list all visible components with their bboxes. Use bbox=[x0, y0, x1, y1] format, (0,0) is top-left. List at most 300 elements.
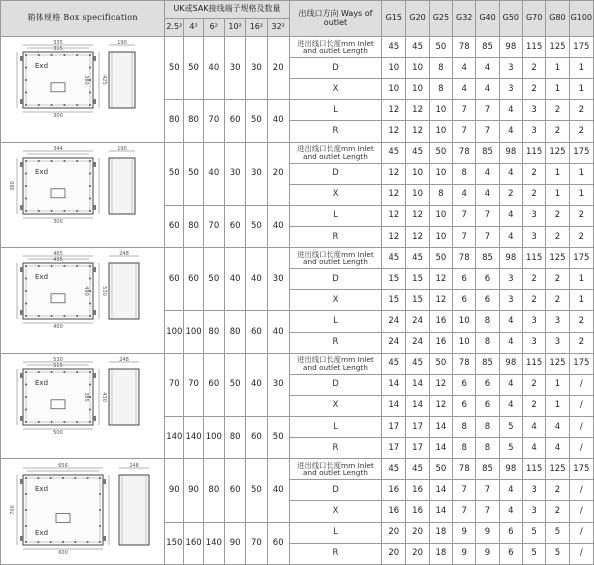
outlet-label-cell: L bbox=[289, 205, 381, 226]
gland-value-cell: 8 bbox=[476, 311, 499, 332]
terminal-amount-cell: 100 bbox=[203, 416, 224, 458]
gland-value-cell: 12 bbox=[382, 121, 406, 142]
width-dim-label: 344 bbox=[52, 145, 63, 152]
gland-value-cell: 4 bbox=[476, 184, 499, 205]
width-dim-label: 465 bbox=[52, 251, 63, 258]
gland-value-cell: 125 bbox=[546, 353, 569, 374]
box-drawing bbox=[1, 353, 165, 459]
depth-dim-label: 248 bbox=[118, 251, 129, 258]
gland-value-cell: 9 bbox=[453, 543, 476, 564]
gland-value-cell: 1 bbox=[569, 269, 593, 290]
gland-value-cell: / bbox=[569, 438, 593, 459]
height-dim-label: 490 bbox=[82, 286, 89, 297]
depth-dim-label: 248 bbox=[128, 462, 139, 469]
terminal-size-header: 4² bbox=[184, 19, 203, 37]
gland-value-cell: 6 bbox=[476, 374, 499, 395]
gland-value-cell: 4 bbox=[499, 332, 522, 353]
outlet-label-cell: X bbox=[289, 501, 381, 522]
gland-value-cell: 15 bbox=[382, 290, 406, 311]
gland-value-cell: 10 bbox=[406, 58, 429, 79]
gland-value-cell: 2 bbox=[546, 269, 569, 290]
gland-value-cell: 4 bbox=[499, 100, 522, 121]
gland-value-cell: 125 bbox=[546, 37, 569, 58]
gland-value-cell: 5 bbox=[522, 522, 545, 543]
table-row bbox=[1, 248, 594, 269]
gland-value-cell: 1 bbox=[546, 58, 569, 79]
gland-value-cell: 16 bbox=[429, 311, 452, 332]
terminal-amount-cell: 50 bbox=[267, 416, 289, 458]
outlet-label-cell: 进出线口长度mm Inlet and outlet Length bbox=[289, 353, 381, 374]
terminal-amount-cell: 70 bbox=[165, 353, 184, 416]
gland-value-cell: 10 bbox=[429, 205, 452, 226]
gland-value-cell: 98 bbox=[499, 353, 522, 374]
gland-value-cell: 7 bbox=[453, 121, 476, 142]
gland-value-cell: 5 bbox=[522, 543, 545, 564]
terminal-amount-cell: 50 bbox=[246, 205, 267, 247]
gland-value-cell: 8 bbox=[476, 332, 499, 353]
terminal-amount-cell: 80 bbox=[184, 100, 203, 142]
gland-value-cell: 5 bbox=[499, 438, 522, 459]
gland-value-cell: 14 bbox=[406, 374, 429, 395]
gland-value-cell: 2 bbox=[569, 205, 593, 226]
gland-value-cell: / bbox=[569, 522, 593, 543]
box-drawing-svg bbox=[3, 357, 163, 455]
gland-value-cell: 10 bbox=[429, 100, 452, 121]
terminal-amount-cell: 80 bbox=[224, 311, 245, 353]
gland-value-cell: 2 bbox=[546, 480, 569, 501]
exd-label: Exd bbox=[34, 378, 48, 387]
height-dim-label: 430 bbox=[100, 392, 107, 402]
terminal-amount-cell: 90 bbox=[224, 522, 245, 564]
outlet-label-cell: L bbox=[289, 416, 381, 437]
gland-value-cell: 20 bbox=[406, 543, 429, 564]
terminal-size-header: 16² bbox=[246, 19, 267, 37]
gland-value-cell: 10 bbox=[429, 163, 452, 184]
gland-value-cell: 98 bbox=[499, 459, 522, 480]
terminal-amount-cell: 90 bbox=[165, 459, 184, 522]
gland-value-cell: 12 bbox=[429, 395, 452, 416]
terminal-amount-cell: 40 bbox=[267, 205, 289, 247]
height-dim-label: 425 bbox=[100, 75, 107, 86]
gland-value-cell: / bbox=[569, 480, 593, 501]
gland-value-cell: 17 bbox=[382, 438, 406, 459]
terminal-amount-cell: 50 bbox=[184, 142, 203, 205]
terminal-amount-cell: 70 bbox=[184, 353, 203, 416]
terminal-size-header: 2.5² bbox=[165, 19, 184, 37]
box-drawing bbox=[1, 459, 165, 565]
gland-value-cell: 3 bbox=[522, 501, 545, 522]
gland-value-cell: 3 bbox=[522, 205, 545, 226]
gland-value-cell: 14 bbox=[429, 438, 452, 459]
gland-value-cell: 2 bbox=[522, 163, 545, 184]
width-dim-label: 300 bbox=[52, 113, 63, 120]
gland-value-cell: 2 bbox=[522, 374, 545, 395]
gland-value-cell: 50 bbox=[429, 142, 452, 163]
width-dim-label: 600 bbox=[57, 549, 68, 556]
width-dim-label: 515 bbox=[52, 362, 63, 369]
gland-value-cell: 1 bbox=[546, 79, 569, 100]
outlet-way-header: 出线口方向 Ways of outlet bbox=[289, 1, 381, 37]
gland-value-cell: 115 bbox=[522, 248, 545, 269]
terminal-size-header: 10² bbox=[224, 19, 245, 37]
gland-value-cell: 7 bbox=[476, 226, 499, 247]
gland-value-cell: 2 bbox=[546, 501, 569, 522]
gland-value-cell: 6 bbox=[453, 290, 476, 311]
terminal-size-header: 6² bbox=[203, 19, 224, 37]
gland-value-cell: 14 bbox=[429, 480, 452, 501]
gland-value-cell: 3 bbox=[522, 121, 545, 142]
gland-value-cell: 4 bbox=[499, 205, 522, 226]
gland-value-cell: 85 bbox=[476, 37, 499, 58]
box-drawing-svg bbox=[3, 146, 163, 244]
terminal-amount-cell: 80 bbox=[184, 205, 203, 247]
gland-value-cell: 125 bbox=[546, 248, 569, 269]
terminal-amount-cell: 30 bbox=[224, 142, 245, 205]
gland-value-cell: 45 bbox=[406, 37, 429, 58]
exd-label: Exd bbox=[34, 62, 48, 71]
gland-value-cell: 12 bbox=[406, 100, 429, 121]
table-row bbox=[1, 459, 594, 480]
terminal-amount-cell: 60 bbox=[224, 205, 245, 247]
terminal-amount-cell: 40 bbox=[246, 353, 267, 416]
gland-value-cell: 4 bbox=[546, 416, 569, 437]
terminal-amount-cell: 40 bbox=[203, 142, 224, 205]
gland-value-cell: 9 bbox=[476, 543, 499, 564]
outlet-label-cell: 进出线口长度mm Inlet and outlet Length bbox=[289, 459, 381, 480]
box-drawing-svg bbox=[3, 463, 163, 561]
gland-value-cell: 2 bbox=[546, 226, 569, 247]
gland-value-cell: / bbox=[569, 395, 593, 416]
box-spec-header: 箱体规格 Box specification bbox=[1, 1, 165, 37]
terminal-amount-cell: 30 bbox=[224, 37, 245, 100]
gland-header: G70 bbox=[522, 1, 545, 37]
terminal-amount-cell: 80 bbox=[224, 416, 245, 458]
gland-value-cell: 14 bbox=[382, 395, 406, 416]
gland-value-cell: 50 bbox=[429, 459, 452, 480]
gland-value-cell: 78 bbox=[453, 248, 476, 269]
box-drawing bbox=[1, 248, 165, 354]
terminal-amount-cell: 50 bbox=[224, 353, 245, 416]
terminal-amount-cell: 30 bbox=[246, 142, 267, 205]
gland-value-cell: 3 bbox=[522, 480, 545, 501]
outlet-label-cell: X bbox=[289, 184, 381, 205]
table-row bbox=[1, 353, 594, 374]
gland-value-cell: 10 bbox=[406, 79, 429, 100]
gland-value-cell: / bbox=[569, 501, 593, 522]
gland-value-cell: 7 bbox=[476, 121, 499, 142]
terminal-amount-cell: 40 bbox=[267, 311, 289, 353]
outlet-label-cell: 进出线口长度mm Inlet and outlet Length bbox=[289, 37, 381, 58]
terminal-amount-cell: 70 bbox=[203, 205, 224, 247]
gland-value-cell: 4 bbox=[499, 480, 522, 501]
gland-value-cell: 4 bbox=[499, 395, 522, 416]
outlet-label-cell: R bbox=[289, 438, 381, 459]
gland-value-cell: 1 bbox=[546, 184, 569, 205]
gland-value-cell: 2 bbox=[569, 121, 593, 142]
gland-value-cell: 6 bbox=[453, 269, 476, 290]
gland-value-cell: 6 bbox=[453, 395, 476, 416]
terminal-amount-cell: 60 bbox=[224, 459, 245, 522]
outlet-label-cell: X bbox=[289, 290, 381, 311]
gland-value-cell: 12 bbox=[382, 184, 406, 205]
gland-header: G40 bbox=[476, 1, 499, 37]
gland-header: G50 bbox=[499, 1, 522, 37]
gland-value-cell: 12 bbox=[429, 374, 452, 395]
outlet-label-cell: D bbox=[289, 58, 381, 79]
gland-value-cell: 2 bbox=[546, 290, 569, 311]
gland-value-cell: 85 bbox=[476, 459, 499, 480]
depth-dim-label: 248 bbox=[118, 356, 129, 363]
terminal-amount-cell: 60 bbox=[165, 205, 184, 247]
box-drawing-svg bbox=[3, 251, 163, 349]
gland-value-cell: 18 bbox=[429, 522, 452, 543]
gland-value-cell: 16 bbox=[429, 332, 452, 353]
gland-value-cell: 2 bbox=[569, 311, 593, 332]
gland-value-cell: / bbox=[569, 416, 593, 437]
exd-label: Exd bbox=[34, 484, 48, 493]
terminal-amount-cell: 80 bbox=[203, 459, 224, 522]
gland-value-cell: 2 bbox=[546, 121, 569, 142]
gland-value-cell: 3 bbox=[522, 226, 545, 247]
gland-value-cell: 8 bbox=[476, 438, 499, 459]
gland-value-cell: 10 bbox=[406, 163, 429, 184]
terminal-amount-cell: 60 bbox=[184, 248, 203, 311]
gland-value-cell: 85 bbox=[476, 353, 499, 374]
terminal-amount-cell: 40 bbox=[267, 100, 289, 142]
gland-value-cell: 4 bbox=[499, 226, 522, 247]
gland-value-cell: 20 bbox=[382, 543, 406, 564]
gland-value-cell: 4 bbox=[499, 374, 522, 395]
gland-value-cell: 4 bbox=[453, 79, 476, 100]
gland-value-cell: 2 bbox=[522, 290, 545, 311]
outlet-label-cell: D bbox=[289, 480, 381, 501]
gland-value-cell: 4 bbox=[499, 163, 522, 184]
terminal-amount-cell: 60 bbox=[224, 100, 245, 142]
gland-value-cell: 85 bbox=[476, 142, 499, 163]
gland-value-cell: 115 bbox=[522, 37, 545, 58]
gland-value-cell: 5 bbox=[546, 543, 569, 564]
gland-value-cell: 4 bbox=[476, 163, 499, 184]
gland-value-cell: 10 bbox=[429, 226, 452, 247]
gland-value-cell: 7 bbox=[476, 205, 499, 226]
gland-value-cell: 2 bbox=[522, 58, 545, 79]
height-dim-label: 700 bbox=[9, 504, 16, 515]
terminal-amount-cell: 20 bbox=[267, 37, 289, 100]
terminal-amount-cell: 30 bbox=[267, 353, 289, 416]
gland-value-cell: 2 bbox=[522, 395, 545, 416]
gland-value-cell: 1 bbox=[546, 395, 569, 416]
gland-value-cell: 1 bbox=[569, 290, 593, 311]
gland-value-cell: 2 bbox=[569, 226, 593, 247]
terminal-size-header: 32² bbox=[267, 19, 289, 37]
gland-value-cell: 85 bbox=[476, 248, 499, 269]
gland-value-cell: 10 bbox=[453, 332, 476, 353]
gland-value-cell: 6 bbox=[499, 522, 522, 543]
gland-value-cell: 6 bbox=[476, 395, 499, 416]
gland-value-cell: 18 bbox=[429, 543, 452, 564]
gland-value-cell: 6 bbox=[453, 374, 476, 395]
terminal-amount-cell: 20 bbox=[267, 142, 289, 205]
terminal-amount-cell: 100 bbox=[184, 311, 203, 353]
width-dim-label: 315 bbox=[52, 46, 63, 53]
gland-value-cell: 9 bbox=[453, 522, 476, 543]
outlet-label-cell: X bbox=[289, 395, 381, 416]
gland-value-cell: 8 bbox=[453, 163, 476, 184]
gland-value-cell: 3 bbox=[499, 290, 522, 311]
terminal-amount-cell: 60 bbox=[203, 353, 224, 416]
gland-value-cell: 12 bbox=[382, 163, 406, 184]
gland-header: G100 bbox=[569, 1, 593, 37]
table-row bbox=[1, 37, 594, 58]
gland-value-cell: 8 bbox=[429, 184, 452, 205]
gland-value-cell: 50 bbox=[429, 37, 452, 58]
spec-body bbox=[1, 37, 594, 565]
gland-value-cell: 16 bbox=[382, 501, 406, 522]
gland-value-cell: 78 bbox=[453, 142, 476, 163]
gland-value-cell: 4 bbox=[522, 438, 545, 459]
terminal-spec-header: UK或SAK接线端子规格及数量 bbox=[165, 1, 290, 19]
gland-value-cell: 45 bbox=[382, 248, 406, 269]
height-dim-label: 385 bbox=[82, 392, 89, 402]
outlet-label-cell: D bbox=[289, 374, 381, 395]
height-dim-label: 530 bbox=[100, 286, 107, 297]
box-drawing-svg bbox=[3, 40, 163, 138]
terminal-amount-cell: 70 bbox=[246, 522, 267, 564]
outlet-label-cell: D bbox=[289, 163, 381, 184]
depth-dim-label: 190 bbox=[116, 145, 127, 152]
exd-label: Exd bbox=[34, 528, 48, 537]
gland-value-cell: 1 bbox=[569, 79, 593, 100]
terminal-amount-cell: 50 bbox=[203, 248, 224, 311]
terminal-amount-cell: 60 bbox=[165, 248, 184, 311]
gland-value-cell: 15 bbox=[382, 269, 406, 290]
gland-value-cell: 10 bbox=[382, 79, 406, 100]
gland-value-cell: 8 bbox=[429, 79, 452, 100]
gland-value-cell: 45 bbox=[382, 459, 406, 480]
gland-value-cell: 10 bbox=[406, 184, 429, 205]
gland-value-cell: 175 bbox=[569, 248, 593, 269]
terminal-amount-cell: 40 bbox=[224, 248, 245, 311]
gland-value-cell: 45 bbox=[382, 37, 406, 58]
gland-value-cell: 6 bbox=[499, 543, 522, 564]
gland-value-cell: 4 bbox=[499, 121, 522, 142]
gland-value-cell: 2 bbox=[522, 269, 545, 290]
gland-value-cell: 7 bbox=[453, 501, 476, 522]
gland-value-cell: 78 bbox=[453, 459, 476, 480]
gland-value-cell: 3 bbox=[522, 100, 545, 121]
terminal-amount-cell: 80 bbox=[165, 100, 184, 142]
width-dim-label: 500 bbox=[52, 429, 63, 436]
gland-value-cell: 4 bbox=[476, 79, 499, 100]
gland-value-cell: 14 bbox=[429, 501, 452, 522]
gland-value-cell: 125 bbox=[546, 142, 569, 163]
gland-value-cell: 16 bbox=[382, 480, 406, 501]
gland-value-cell: 7 bbox=[453, 480, 476, 501]
terminal-amount-cell: 80 bbox=[203, 311, 224, 353]
gland-value-cell: 5 bbox=[499, 416, 522, 437]
gland-value-cell: 14 bbox=[429, 416, 452, 437]
gland-value-cell: 20 bbox=[382, 522, 406, 543]
gland-value-cell: 175 bbox=[569, 142, 593, 163]
exd-label: Exd bbox=[34, 273, 48, 282]
gland-value-cell: 17 bbox=[382, 416, 406, 437]
gland-value-cell: 2 bbox=[546, 100, 569, 121]
gland-value-cell: 24 bbox=[382, 332, 406, 353]
gland-value-cell: 45 bbox=[382, 353, 406, 374]
width-dim-label: 400 bbox=[52, 324, 63, 331]
gland-header: G80 bbox=[546, 1, 569, 37]
gland-value-cell: 6 bbox=[476, 269, 499, 290]
outlet-label-cell: L bbox=[289, 522, 381, 543]
gland-value-cell: 2 bbox=[499, 184, 522, 205]
gland-value-cell: 4 bbox=[546, 438, 569, 459]
terminal-amount-cell: 150 bbox=[165, 522, 184, 564]
gland-value-cell: 4 bbox=[453, 58, 476, 79]
gland-value-cell: 16 bbox=[406, 501, 429, 522]
exd-label: Exd bbox=[34, 167, 48, 176]
gland-value-cell: 3 bbox=[499, 58, 522, 79]
gland-value-cell: 24 bbox=[382, 311, 406, 332]
gland-value-cell: / bbox=[569, 374, 593, 395]
box-drawing bbox=[1, 37, 165, 143]
width-dim-label: 300 bbox=[52, 218, 63, 225]
gland-header: G25 bbox=[429, 1, 452, 37]
gland-header: G20 bbox=[406, 1, 429, 37]
gland-value-cell: 8 bbox=[453, 438, 476, 459]
gland-value-cell: 7 bbox=[476, 501, 499, 522]
gland-value-cell: 20 bbox=[406, 522, 429, 543]
height-dim-label: 380 bbox=[9, 181, 16, 191]
terminal-amount-cell: 40 bbox=[246, 248, 267, 311]
gland-value-cell: 45 bbox=[406, 353, 429, 374]
terminal-amount-cell: 60 bbox=[246, 416, 267, 458]
width-dim-label: 530 bbox=[52, 356, 63, 363]
gland-value-cell: 12 bbox=[406, 226, 429, 247]
terminal-amount-cell: 140 bbox=[165, 416, 184, 458]
gland-value-cell: 10 bbox=[429, 121, 452, 142]
gland-value-cell: 4 bbox=[453, 184, 476, 205]
gland-value-cell: 8 bbox=[476, 416, 499, 437]
terminal-amount-cell: 100 bbox=[165, 311, 184, 353]
gland-value-cell: 12 bbox=[406, 121, 429, 142]
gland-value-cell: 12 bbox=[382, 205, 406, 226]
terminal-amount-cell: 50 bbox=[246, 100, 267, 142]
gland-value-cell: 12 bbox=[429, 269, 452, 290]
gland-value-cell: 4 bbox=[499, 311, 522, 332]
gland-value-cell: 14 bbox=[382, 374, 406, 395]
terminal-amount-cell: 70 bbox=[203, 100, 224, 142]
gland-value-cell: 8 bbox=[429, 58, 452, 79]
gland-value-cell: 24 bbox=[406, 332, 429, 353]
width-dim-label: 435 bbox=[52, 257, 63, 264]
gland-value-cell: 2 bbox=[522, 79, 545, 100]
gland-value-cell: 1 bbox=[569, 184, 593, 205]
outlet-label-cell: R bbox=[289, 543, 381, 564]
outlet-label-cell: R bbox=[289, 121, 381, 142]
terminal-amount-cell: 60 bbox=[267, 522, 289, 564]
gland-value-cell: 1 bbox=[569, 163, 593, 184]
gland-value-cell: 3 bbox=[546, 311, 569, 332]
gland-value-cell: 175 bbox=[569, 353, 593, 374]
gland-value-cell: 2 bbox=[569, 100, 593, 121]
gland-value-cell: 10 bbox=[382, 58, 406, 79]
gland-value-cell: 4 bbox=[522, 416, 545, 437]
terminal-amount-cell: 60 bbox=[246, 311, 267, 353]
gland-value-cell: 15 bbox=[406, 290, 429, 311]
gland-value-cell: 2 bbox=[546, 205, 569, 226]
gland-value-cell: 10 bbox=[453, 311, 476, 332]
gland-value-cell: 45 bbox=[406, 248, 429, 269]
